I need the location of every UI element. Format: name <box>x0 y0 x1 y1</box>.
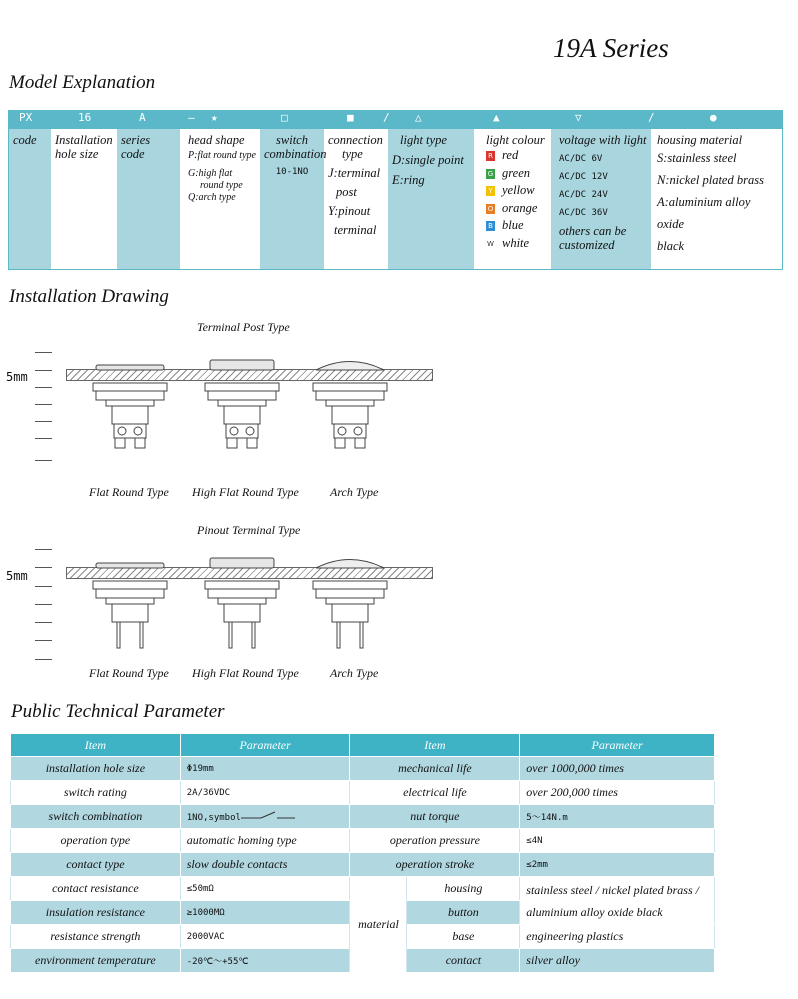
material-item: contact <box>407 949 520 973</box>
switch-body <box>112 604 148 622</box>
table-row <box>11 877 715 901</box>
screw-icon <box>134 427 142 435</box>
param-value: over 200,000 times <box>520 781 715 805</box>
square-filled-icon: ■ <box>347 111 354 124</box>
head-item-g2: round type <box>200 180 243 191</box>
param-value: 5～14N.m <box>520 805 715 829</box>
bar-code-px: PX <box>19 111 33 124</box>
switch-symbol-icon <box>241 810 295 820</box>
head-item-g: G:high flat <box>188 168 233 179</box>
switch-body <box>332 406 368 424</box>
colour-name: blue <box>502 218 524 232</box>
nut <box>316 589 384 598</box>
param-value: over 1000,000 times <box>520 757 715 781</box>
thread <box>218 400 266 406</box>
button-head <box>316 560 384 569</box>
param-value <box>180 805 350 829</box>
param-item: environment temperature <box>11 949 181 973</box>
caption-high-flat-2: High Flat Round Type <box>192 666 299 680</box>
housing-material-line-1: stainless steel / nickel plated brass / <box>526 882 699 897</box>
material-item: base <box>407 925 520 949</box>
nut <box>93 581 167 589</box>
triangle-outline-icon: △ <box>415 111 422 124</box>
pin <box>360 622 363 648</box>
light-type-title: light type <box>400 133 447 147</box>
param-value: ≤2mm <box>520 853 715 877</box>
technical-parameter-heading: Public Technical Parameter <box>11 701 225 722</box>
button-head <box>210 558 274 568</box>
pin <box>229 622 232 648</box>
header-parameter-2: Parameter <box>520 734 715 757</box>
pin <box>252 622 255 648</box>
colour-name: green <box>502 165 530 180</box>
material-item: housing <box>407 877 520 901</box>
nut <box>93 383 167 391</box>
material-label: material <box>350 877 407 973</box>
parameter-table <box>10 733 715 973</box>
param-value: automatic homing type <box>180 829 350 853</box>
terminal-post <box>335 438 345 448</box>
param-item: switch rating <box>11 781 181 805</box>
light-item-e: E:ring <box>392 173 425 187</box>
voltage-note-1: others can be <box>559 224 627 238</box>
pin <box>117 622 120 648</box>
button-head <box>96 365 164 370</box>
colour-swatch-icon: Y <box>486 186 495 196</box>
voltage-note-2: customized <box>559 238 615 252</box>
switch-body <box>224 406 260 424</box>
head-title: head shape <box>188 133 245 147</box>
thread <box>106 400 154 406</box>
conn-item-j2: post <box>336 185 357 199</box>
triangle-filled-icon: ▲ <box>493 111 500 124</box>
nut <box>208 589 276 598</box>
square-outline-icon: □ <box>281 111 288 124</box>
series-label: series code <box>121 133 151 161</box>
switch-body <box>112 406 148 424</box>
nut <box>208 391 276 400</box>
button-head <box>210 360 274 370</box>
housing-title: housing material <box>657 133 743 147</box>
thread <box>218 598 266 604</box>
switch-symbol-label: 1NO,symbol <box>186 813 241 823</box>
param-item: nut torque <box>350 805 520 829</box>
colour-name: white <box>502 235 530 250</box>
nut <box>313 383 387 391</box>
colour-swatch-icon: G <box>487 169 494 178</box>
bar-slash: / <box>383 111 390 124</box>
colour-swatch-icon: W <box>487 239 494 248</box>
nut <box>313 581 387 589</box>
code-label: code <box>13 133 37 147</box>
terminal-post <box>135 438 145 448</box>
caption-arch-1: Arch Type <box>330 485 379 499</box>
nut <box>205 383 279 391</box>
switch-title-2: combination <box>264 147 327 161</box>
bar-code-a: A <box>139 111 146 124</box>
conn-title-1: connection <box>328 133 383 147</box>
parameter-header-row <box>11 734 715 757</box>
dimension-label-1: 5mm <box>6 370 28 384</box>
conn-item-y: Y:pinout <box>328 204 371 218</box>
pin <box>337 622 340 648</box>
model-explanation-heading: Model Explanation <box>9 72 156 93</box>
housing-item-a: A:aluminium alloy oxide <box>657 195 751 231</box>
param-value: ≤4N <box>520 829 715 853</box>
param-value: ≤50mΩ <box>180 877 350 901</box>
circle-filled-icon: ● <box>710 111 717 124</box>
bar-slash-2: / <box>648 111 655 124</box>
star-icon: ★ <box>211 111 218 124</box>
param-item: insulation resistance <box>11 901 181 925</box>
triangle-down-icon: ▽ <box>575 111 582 124</box>
caption-arch-2: Arch Type <box>330 666 379 680</box>
conn-item-y2: terminal <box>334 223 377 237</box>
button-head <box>316 362 384 371</box>
switch-value: 10-1NO <box>275 167 309 177</box>
param-item: operation pressure <box>350 829 520 853</box>
param-value: 2000VAC <box>180 925 350 949</box>
colour-name: orange <box>502 200 538 215</box>
table-row <box>11 805 715 829</box>
hole-label-1: Installation <box>55 133 113 147</box>
param-item: switch combination <box>11 805 181 829</box>
param-value: -20℃～+55℃ <box>180 949 350 973</box>
colour-name: red <box>502 148 519 162</box>
param-value: Φ19mm <box>180 757 350 781</box>
colour-swatch-icon: B <box>486 221 495 231</box>
voltage-6v: AC/DC 6V <box>559 154 603 164</box>
dimension-label-2: 5mm <box>6 569 28 583</box>
button-head <box>96 563 164 568</box>
head-item-q: Q:arch type <box>188 192 236 203</box>
switch-title-1: switch <box>276 133 308 147</box>
caption-flat-round-1: Flat Round Type <box>89 485 169 499</box>
param-item: mechanical life <box>350 757 520 781</box>
nut <box>205 581 279 589</box>
table-row <box>11 829 715 853</box>
colour-swatch-icon: R <box>486 151 495 161</box>
housing-material-line-2: aluminium alloy oxide black <box>526 904 663 919</box>
screw-icon <box>338 427 346 435</box>
param-item: contact resistance <box>11 877 181 901</box>
series-title: 19A Series <box>553 33 669 63</box>
param-item: resistance strength <box>11 925 181 949</box>
nut <box>96 589 164 598</box>
table-row <box>11 853 715 877</box>
pinout-terminal-title: Pinout Terminal Type <box>197 523 301 537</box>
bar-dash: — <box>188 111 195 124</box>
housing-material-value <box>520 877 715 925</box>
param-value: slow double contacts <box>180 853 350 877</box>
param-item: operation stroke <box>350 853 520 877</box>
terminal-post <box>355 438 365 448</box>
screw-icon <box>118 427 126 435</box>
colour-title: light colour <box>486 133 545 147</box>
colour-swatch-icon: O <box>487 204 494 213</box>
param-value: engineering plastics <box>520 925 715 949</box>
caption-flat-round-2: Flat Round Type <box>89 666 169 680</box>
screw-icon <box>246 427 254 435</box>
voltage-24v: AC/DC 24V <box>559 190 608 200</box>
switch-body <box>332 604 368 622</box>
header-item-2: Item <box>350 734 520 757</box>
param-item: electrical life <box>350 781 520 805</box>
installation-drawing-heading: Installation Drawing <box>9 286 169 307</box>
screw-icon <box>354 427 362 435</box>
terminal-post-title: Terminal Post Type <box>197 320 290 334</box>
terminal-post <box>115 438 125 448</box>
param-item: installation hole size <box>11 757 181 781</box>
light-item-d: D:single point <box>392 153 464 167</box>
housing-item-black: black <box>657 239 685 253</box>
colour-name: yellow <box>502 183 535 197</box>
param-value: silver alloy <box>520 949 715 973</box>
voltage-36v: AC/DC 36V <box>559 208 608 218</box>
header-item-1: Item <box>11 734 181 757</box>
voltage-title: voltage with light <box>559 133 647 147</box>
nut <box>316 391 384 400</box>
param-item: operation type <box>11 829 181 853</box>
housing-item-s: S:stainless steel <box>657 151 737 165</box>
housing-item-n: N:nickel plated brass <box>657 173 764 187</box>
screw-icon <box>230 427 238 435</box>
pin <box>140 622 143 648</box>
header-parameter-1: Parameter <box>180 734 350 757</box>
caption-high-flat-1: High Flat Round Type <box>192 485 299 499</box>
param-value: 2A/36VDC <box>180 781 350 805</box>
conn-item-j: J:terminal <box>328 166 381 180</box>
material-item: button <box>407 901 520 925</box>
conn-title-2: type <box>342 147 363 161</box>
table-row <box>11 781 715 805</box>
voltage-12v: AC/DC 12V <box>559 172 608 182</box>
terminal-post <box>227 438 237 448</box>
switch-body <box>224 604 260 622</box>
terminal-post <box>247 438 257 448</box>
thread <box>326 400 374 406</box>
param-item: contact type <box>11 853 181 877</box>
thread <box>106 598 154 604</box>
table-row <box>11 757 715 781</box>
bar-code-16: 16 <box>78 111 92 124</box>
thread <box>326 598 374 604</box>
head-item-p: P:flat round type <box>188 150 256 161</box>
hole-label-2: hole size <box>55 147 99 161</box>
param-value: ≥1000MΩ <box>180 901 350 925</box>
nut <box>96 391 164 400</box>
